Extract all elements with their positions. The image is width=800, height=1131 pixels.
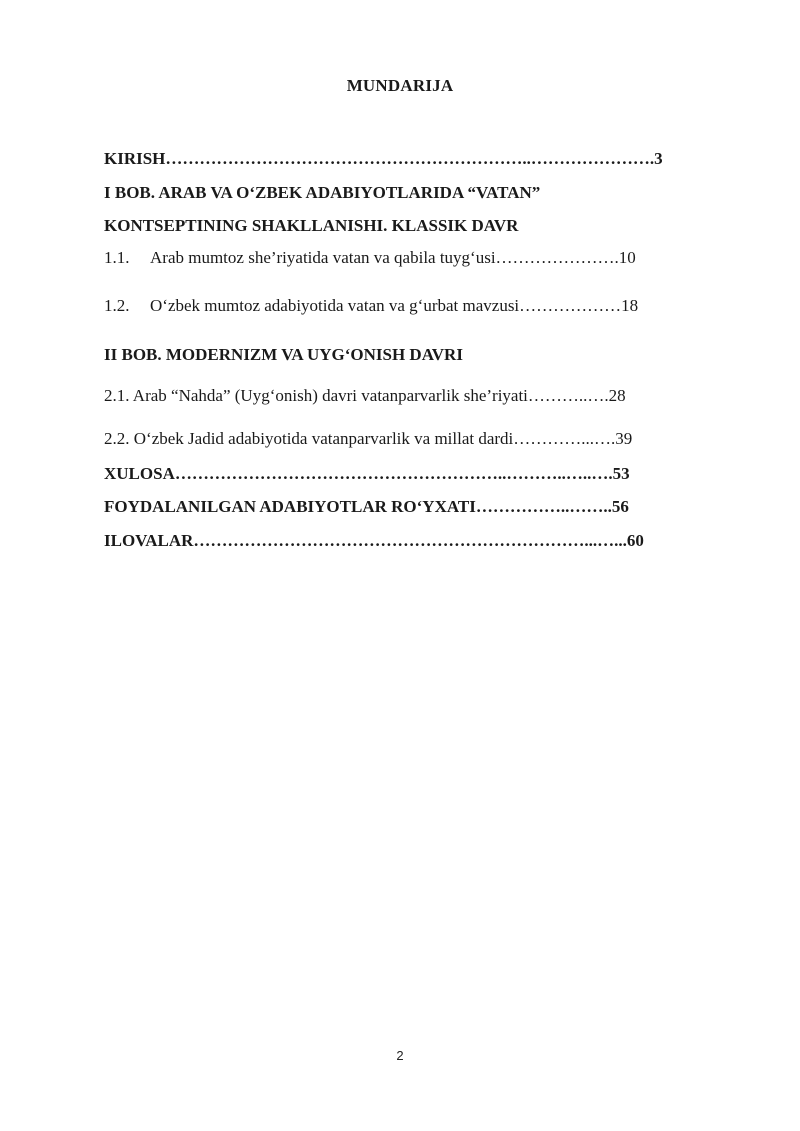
toc-entry-1-1-number: 1.1. (104, 248, 130, 267)
toc-entry-2-2: 2.2. O‘zbek Jadid adabiyotida vatanparvarlik va millat dardi…………...….39 (104, 429, 633, 448)
toc-entry-foydalanilgan: FOYDALANILGAN ADABIYOTLAR RO‘YXATI……………..……..56 (104, 497, 629, 516)
toc-entry-ilovalar: ILOVALAR……………………………………………………………...…...60 (104, 531, 644, 550)
page-title: MUNDARIJA (346, 76, 454, 95)
toc-entry-1-1 (104, 247, 744, 269)
toc-entry-xulosa: XULOSA…………………………………………………..………..…..….53 (104, 464, 630, 483)
toc-entry-1-1-text: Arab mumtoz she’riyatida vatan va qabila tuyg‘usi………………….10 (150, 248, 636, 267)
toc-chapter2-title: II BOB. MODERNIZM VA UYG‘ONISH DAVRI (104, 345, 463, 364)
toc-entry-1-2-number: 1.2. (104, 296, 130, 315)
toc-entry-1-2 (104, 295, 744, 317)
toc-entry-2-1: 2.1. Arab “Nahda” (Uyg‘onish) davri vatanparvarlik she’riyati………..….28 (104, 386, 626, 405)
toc-entry-kirish: KIRISH………………………………………………………..………………….3 (104, 149, 663, 168)
page-number: 2 (396, 1048, 404, 1063)
toc-chapter1-title-line2: KONTSEPTINING SHAKLLANISHI. KLASSIK DAVR (104, 216, 519, 235)
toc-chapter1-title-line1: I BOB. ARAB VA O‘ZBEK ADABIYOTLARIDA “VATAN” (104, 183, 541, 202)
toc-entry-1-2-text: O‘zbek mumtoz adabiyotida vatan va g‘urbat mavzusi………………18 (150, 296, 639, 315)
